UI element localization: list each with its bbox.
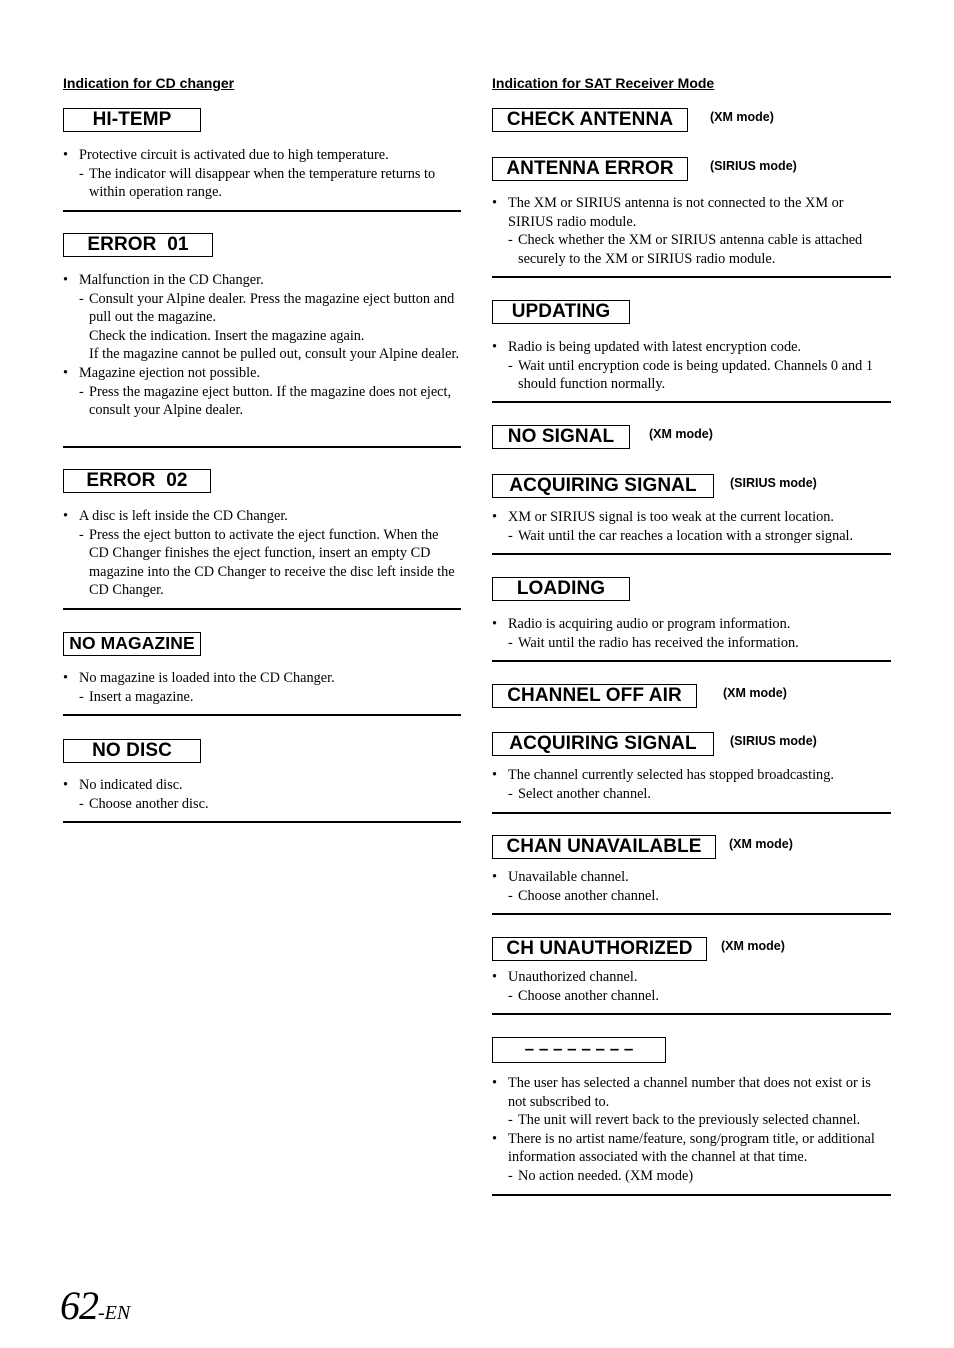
bullet-line: • A disc is left inside the CD Changer.	[63, 507, 461, 526]
mode-note: (XM mode)	[729, 837, 793, 851]
mode-note: (XM mode)	[723, 686, 787, 700]
dash-line: - Wait until the radio has received the information.	[492, 634, 891, 653]
bullet-line: • There is no artist name/feature, song/program title, or additional information associated with the channel at that time.	[492, 1130, 891, 1167]
section-divider	[492, 812, 891, 814]
dash-line: - The indicator will disappear when the temperature returns to within operation range.	[63, 165, 461, 202]
sat-receiver-heading: Indication for SAT Receiver Mode	[492, 75, 715, 91]
mode-note: (XM mode)	[721, 939, 785, 953]
dash-line: - Press the magazine eject button. If the magazine does not eject, consult your Alpine dealer.	[63, 383, 461, 420]
section-divider	[492, 1013, 891, 1015]
description	[492, 615, 891, 652]
bullet-line: • Unavailable channel.	[492, 868, 891, 887]
mode-note: (SIRIUS mode)	[730, 476, 817, 490]
indicator-label: ERROR 01	[63, 233, 213, 257]
description	[63, 776, 461, 813]
description	[492, 968, 891, 1005]
dash-line: - The unit will revert back to the previously selected channel.	[492, 1111, 891, 1130]
bullet-line: • XM or SIRIUS signal is too weak at the current location.	[492, 508, 891, 527]
mode-note: (SIRIUS mode)	[710, 159, 797, 173]
dash-line: - Wait until encryption code is being updated. Channels 0 and 1 should function normally.	[492, 357, 891, 394]
bullet-line: • Malfunction in the CD Changer.	[63, 271, 461, 290]
description	[492, 766, 891, 803]
bullet-line: • Magazine ejection not possible.	[63, 364, 461, 383]
cd-changer-heading: Indication for CD changer	[63, 75, 235, 91]
dash-line: - No action needed. (XM mode)	[492, 1167, 891, 1186]
section-divider	[492, 276, 891, 278]
page-number-value: 62	[60, 1283, 98, 1328]
description	[492, 338, 891, 394]
bullet-line: • Protective circuit is activated due to high temperature.	[63, 146, 461, 165]
indicator-label: – – – – – – – –	[492, 1037, 666, 1063]
page-number	[60, 1282, 130, 1329]
bullet-line: • The user has selected a channel number that does not exist or is not subscribed to.	[492, 1074, 891, 1111]
section-divider	[492, 553, 891, 555]
section-divider	[63, 210, 461, 212]
section-divider	[492, 913, 891, 915]
section-hi-temp	[63, 108, 461, 201]
section-divider	[492, 660, 891, 662]
bullet-line: • Unauthorized channel.	[492, 968, 891, 987]
indicator-label: ERROR 02	[63, 469, 211, 493]
indicator-label: CH UNAUTHORIZED	[492, 937, 707, 961]
description	[492, 508, 891, 545]
indicator-label: ANTENNA ERROR	[492, 157, 688, 181]
mode-note: (XM mode)	[710, 110, 774, 124]
dash-line: - Insert a magazine.	[63, 688, 461, 707]
plain-line: Check the indication. Insert the magazine again.	[89, 327, 365, 344]
dash-line: - Choose another disc.	[63, 795, 461, 814]
indicator-label: LOADING	[492, 577, 630, 601]
section-divider	[63, 608, 461, 610]
indicator-label: NO SIGNAL	[492, 425, 630, 449]
section-divider	[492, 1194, 891, 1196]
section-error-02	[63, 469, 461, 599]
dash-line: - Choose another channel.	[492, 887, 891, 906]
bullet-line: • Radio is acquiring audio or program information.	[492, 615, 891, 634]
description	[63, 507, 461, 600]
plain-line: If the magazine cannot be pulled out, consult your Alpine dealer.	[89, 346, 460, 363]
section-divider	[492, 401, 891, 403]
bullet-line: • The channel currently selected has stopped broadcasting.	[492, 766, 891, 785]
bullet-line: • No magazine is loaded into the CD Changer.	[63, 669, 461, 688]
description	[492, 868, 891, 905]
indicator-label: NO DISC	[63, 739, 201, 763]
description	[492, 194, 891, 268]
indicator-label: CHANNEL OFF AIR	[492, 684, 697, 708]
indicator-label: HI-TEMP	[63, 108, 201, 132]
indicator-label: UPDATING	[492, 300, 630, 324]
description	[63, 271, 461, 420]
description	[492, 1074, 891, 1186]
section-error-01	[63, 233, 461, 419]
bullet-line: • No indicated disc.	[63, 776, 461, 795]
indicator-label: CHECK ANTENNA	[492, 108, 688, 132]
section-divider	[63, 714, 461, 716]
dash-line: - Select another channel.	[492, 785, 891, 804]
section-divider	[63, 446, 461, 448]
mode-note: (SIRIUS mode)	[730, 734, 817, 748]
indicator-label: CHAN UNAVAILABLE	[492, 835, 716, 859]
bullet-line: • The XM or SIRIUS antenna is not connected to the XM or SIRIUS radio module.	[492, 194, 891, 231]
section-divider	[63, 821, 461, 823]
indicator-label: NO MAGAZINE	[63, 632, 201, 656]
description	[63, 669, 461, 706]
indicator-label: ACQUIRING SIGNAL	[492, 732, 714, 756]
section-no-magazine	[63, 632, 461, 705]
description	[63, 146, 461, 202]
dash-line: - Consult your Alpine dealer. Press the magazine eject button and pull out the magazine.	[63, 290, 461, 327]
bullet-line: • Radio is being updated with latest encryption code.	[492, 338, 891, 357]
mode-note: (XM mode)	[649, 427, 713, 441]
dash-line: - Check whether the XM or SIRIUS antenna cable is attached securely to the XM or SIRIUS radio module.	[492, 231, 891, 268]
dash-line: - Wait until the car reaches a location with a stronger signal.	[492, 527, 891, 546]
dash-line: - Choose another channel.	[492, 987, 891, 1006]
page-number-suffix: -EN	[98, 1302, 131, 1324]
indicator-label: ACQUIRING SIGNAL	[492, 474, 714, 498]
section-no-disc	[63, 739, 461, 812]
dash-line: - Press the eject button to activate the eject function. When the CD Changer finishes the eject function, insert an empty CD magazine into the CD Changer to receive the disc left inside the CD Changer.	[63, 526, 461, 600]
